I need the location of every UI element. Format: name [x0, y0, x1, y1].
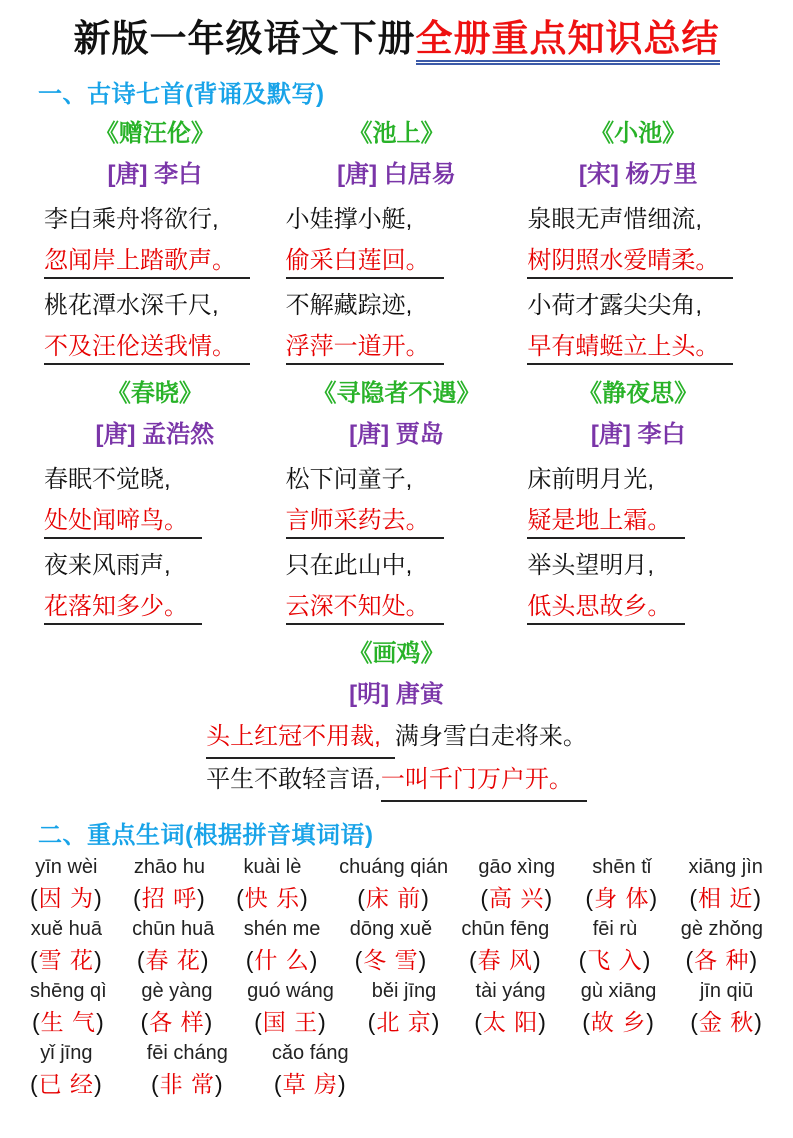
poem-line: 浮萍一道开。: [276, 324, 518, 367]
poem-title: 《小池》: [590, 120, 687, 148]
hanzi-answer: (故 乡): [582, 1009, 655, 1036]
pinyin-label: chuáng qián: [339, 856, 449, 879]
poem-author: [唐] 李白: [107, 161, 203, 189]
poem-line: 花落知多少。: [34, 584, 276, 627]
paren-close: ): [96, 1009, 105, 1036]
poem-line: 疑是地上霜。: [517, 498, 759, 541]
paren-close: ): [753, 885, 763, 912]
word-item: [690, 980, 763, 1037]
paren-open: (: [578, 947, 588, 974]
paren-open: (: [685, 947, 695, 974]
word-item: [247, 980, 334, 1037]
pinyin-label: tài yáng: [475, 980, 546, 1003]
pinyin-label: běi jīng: [371, 980, 437, 1003]
hanzi-answer: (春 花): [136, 947, 210, 974]
pinyin-label: yīn wèi: [35, 856, 98, 879]
paren-close: ): [538, 1009, 547, 1036]
word-item: [30, 980, 107, 1037]
poem-line: 低头思故乡。: [517, 584, 759, 627]
poem-author: [唐] 孟浩然: [95, 421, 215, 449]
pinyin-label: gè yàng: [141, 980, 213, 1003]
hanzi-answer: (各 样): [140, 1009, 214, 1036]
poem-card: [276, 113, 518, 373]
poem-line: 松下问童子,: [285, 466, 413, 494]
poem-line: 床前明月光,: [527, 466, 654, 494]
paren-close: ): [309, 947, 319, 974]
poem-line: 小娃撑小艇,: [285, 206, 413, 234]
section-1-heading: 一、古诗七首(背诵及默写): [38, 81, 325, 109]
word-item: [688, 856, 763, 913]
poem-line: 举头望明月,: [527, 552, 654, 580]
paren-close: ): [749, 947, 759, 974]
paren-open: (: [140, 1009, 150, 1036]
poem-line: 泉眼无声惜细流,: [527, 206, 702, 234]
page-title-black: 新版一年级语文下册: [73, 16, 416, 60]
paren-close: ): [642, 947, 652, 974]
pinyin-label: cǎo fáng: [271, 1042, 349, 1065]
hanzi-answer: (非 常): [150, 1071, 224, 1098]
pinyin-label: chūn fēng: [461, 918, 550, 941]
word-item: [585, 856, 658, 913]
poem-line: 小荷才露尖尖角,: [527, 292, 702, 320]
paren-open: (: [254, 1009, 263, 1036]
hanzi-answer: (金 秋): [690, 1009, 763, 1036]
pinyin-label: shēn tǐ: [592, 856, 652, 879]
paren-close: ): [544, 885, 554, 912]
poem-line: 春眠不觉晓,: [44, 466, 171, 494]
word-item: [461, 918, 549, 975]
paren-close: ): [94, 947, 103, 974]
poem-card: [276, 373, 518, 633]
poem-line: 不及汪伦送我情。: [34, 324, 276, 367]
paren-open: (: [136, 947, 146, 974]
hanzi-answer: (国 王): [254, 1009, 327, 1036]
word-item: [30, 918, 103, 975]
word-item: [474, 980, 547, 1037]
paren-close: ): [318, 1009, 327, 1036]
word-item: [236, 856, 309, 913]
pinyin-label: shén me: [243, 918, 321, 941]
hanzi-answer: (北 京): [367, 1009, 441, 1036]
paren-open: (: [689, 885, 698, 912]
poem-card-huaji: [0, 633, 793, 801]
poem-line: 处处闻啼鸟。: [34, 498, 276, 541]
pinyin-label: shēng qì: [30, 980, 107, 1003]
word-item: [581, 980, 657, 1037]
paren-open: (: [273, 1071, 283, 1098]
poem-line: 偷采白莲回。: [276, 238, 518, 281]
page-title: [0, 16, 793, 60]
paren-close: ): [337, 1071, 347, 1098]
poem-line: 云深不知处。: [276, 584, 518, 627]
pinyin-label: gù xiāng: [580, 980, 657, 1003]
word-row: [30, 918, 763, 975]
poem-grid: [0, 113, 793, 633]
poem-author: [唐] 白居易: [337, 161, 456, 189]
paren-open: (: [30, 885, 39, 912]
hanzi-answer: (各 种): [685, 947, 759, 974]
page-title-red-underlined: 全册重点知识总结: [416, 16, 720, 65]
paren-open: (: [150, 1071, 160, 1098]
pinyin-label: jīn qiū: [699, 980, 754, 1003]
poem-line: 平生不敢轻言语,一叫千门万户开。: [0, 758, 793, 801]
poem-title: 《寻隐者不遇》: [312, 380, 481, 408]
poem-line: 李白乘舟将欲行,: [44, 206, 219, 234]
paren-close: ): [431, 1009, 441, 1036]
hanzi-answer: (草 房): [273, 1071, 347, 1098]
paren-close: ): [649, 885, 659, 912]
paren-open: (: [245, 947, 255, 974]
paren-close: ): [197, 885, 206, 912]
poem-title: 《春晓》: [106, 380, 203, 408]
poem-author: [宋] 杨万里: [578, 161, 698, 189]
vocabulary-section: [0, 856, 793, 1099]
hanzi-answer: (太 阳): [474, 1009, 547, 1036]
pinyin-label: gè zhǒng: [680, 918, 763, 941]
paren-open: (: [585, 885, 595, 912]
paren-open: (: [480, 885, 490, 912]
paren-close: ): [754, 1009, 763, 1036]
word-item: [147, 1042, 228, 1099]
paren-open: (: [690, 1009, 699, 1036]
hanzi-answer: (春 风): [468, 947, 542, 974]
word-item: [272, 1042, 349, 1099]
poem-line: 夜来风雨声,: [44, 552, 171, 580]
poem-card: [517, 113, 759, 373]
paren-open: (: [367, 1009, 377, 1036]
word-row: [30, 980, 763, 1037]
paren-open: (: [133, 885, 142, 912]
paren-close: ): [646, 1009, 655, 1036]
poem-author: [明] 唐寅: [349, 681, 444, 709]
hanzi-answer: (相 近): [689, 885, 763, 912]
word-item: [30, 856, 103, 913]
paren-open: (: [474, 1009, 483, 1036]
poem-title: 《赠汪伦》: [94, 120, 215, 148]
poem-author: [唐] 李白: [590, 421, 686, 449]
poem-line: 只在此山中,: [285, 552, 413, 580]
poem-author: [唐] 贾岛: [349, 421, 444, 449]
word-item: [681, 918, 763, 975]
poem-line: 桃花潭水深千尺,: [44, 292, 219, 320]
paren-close: ): [94, 885, 103, 912]
pinyin-label: xuě huā: [30, 918, 102, 941]
hanzi-answer: (身 体): [585, 885, 659, 912]
word-item: [368, 980, 441, 1037]
word-item: [244, 918, 321, 975]
pinyin-label: chūn huā: [132, 918, 215, 941]
paren-open: (: [357, 885, 366, 912]
poem-card: [517, 373, 759, 633]
paren-close: ): [418, 947, 428, 974]
word-item: [132, 918, 214, 975]
word-item: [339, 856, 448, 913]
paren-open: (: [582, 1009, 591, 1036]
poem-line: 树阴照水爱晴柔。: [517, 238, 759, 281]
paren-open: (: [30, 1071, 39, 1098]
paren-close: ): [533, 947, 542, 974]
hanzi-answer: (招 呼): [133, 885, 206, 912]
poem-line: 早有蜻蜓立上头。: [517, 324, 759, 367]
poem-line: 忽闻岸上踏歌声。: [34, 238, 276, 281]
hanzi-answer: (生 气): [32, 1009, 105, 1036]
hanzi-answer: (因 为): [30, 885, 103, 912]
paren-open: (: [30, 947, 39, 974]
word-item: [30, 1042, 103, 1099]
paren-open: (: [468, 947, 478, 974]
word-item: [478, 856, 555, 913]
word-row: [30, 856, 763, 913]
word-item: [133, 856, 206, 913]
section-2-heading: 二、重点生词(根据拼音填词语): [38, 822, 374, 850]
poem-line: 头上红冠不用裁, 满身雪白走将来。: [0, 715, 793, 758]
pinyin-label: yǐ jīng: [40, 1042, 93, 1065]
paren-close: ): [300, 885, 309, 912]
pinyin-label: fēi cháng: [146, 1042, 228, 1065]
pinyin-label: xiāng jìn: [688, 856, 763, 879]
word-item: [579, 918, 652, 975]
paren-close: ): [215, 1071, 224, 1098]
pinyin-label: guó wáng: [247, 980, 334, 1003]
pinyin-label: fēi rù: [592, 918, 638, 941]
word-item: [350, 918, 432, 975]
pinyin-label: kuài lè: [243, 856, 302, 879]
paren-close: ): [421, 885, 430, 912]
hanzi-answer: (冬 雪): [354, 947, 428, 974]
pinyin-label: dōng xuě: [349, 918, 433, 941]
pinyin-label: zhāo hu: [133, 856, 205, 879]
poem-card: [34, 373, 276, 633]
word-item: [141, 980, 214, 1037]
paren-open: (: [32, 1009, 41, 1036]
hanzi-answer: (快 乐): [236, 885, 309, 912]
poem-line: 不解藏踪迹,: [285, 292, 413, 320]
paren-close: ): [200, 947, 210, 974]
hanzi-answer: (床 前): [357, 885, 430, 912]
poem-title: 《画鸡》: [348, 640, 445, 668]
paren-close: ): [204, 1009, 214, 1036]
paren-close: ): [94, 1071, 103, 1098]
poem-card: [34, 113, 276, 373]
hanzi-answer: (已 经): [30, 1071, 103, 1098]
hanzi-answer: (什 么): [245, 947, 319, 974]
hanzi-answer: (高 兴): [480, 885, 554, 912]
hanzi-answer: (飞 入): [578, 947, 652, 974]
pinyin-label: gāo xìng: [478, 856, 556, 879]
word-row: [30, 1042, 763, 1099]
paren-open: (: [236, 885, 245, 912]
hanzi-answer: (雪 花): [30, 947, 103, 974]
paren-open: (: [354, 947, 364, 974]
poem-title: 《静夜思》: [578, 380, 699, 408]
poem-title: 《池上》: [348, 120, 445, 148]
poem-line: 言师采药去。: [276, 498, 518, 541]
